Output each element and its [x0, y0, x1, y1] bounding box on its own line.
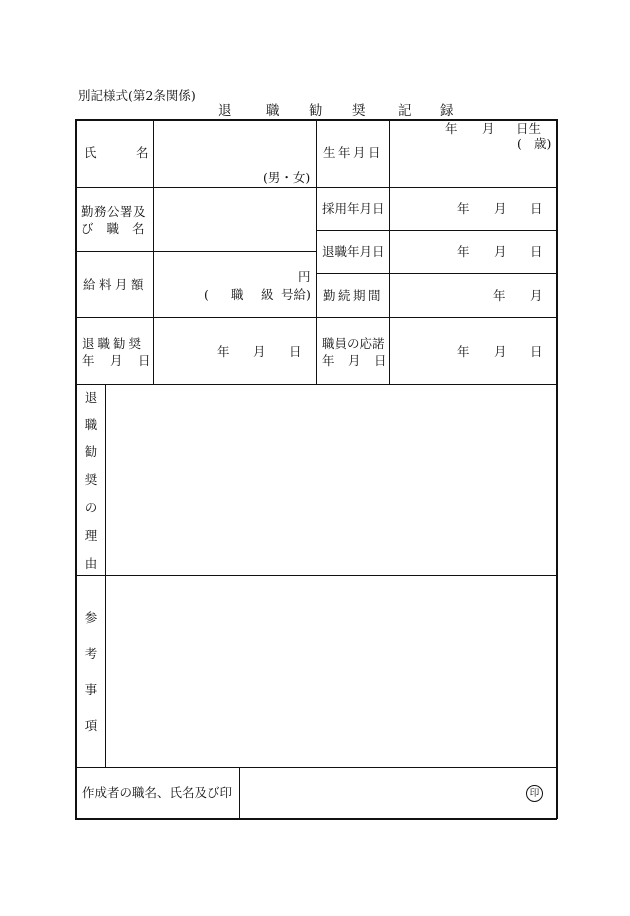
consent-month: 月 — [494, 344, 507, 359]
recommend-month: 月 — [253, 344, 266, 359]
form-label: 別記様式(第2条関係) — [78, 88, 196, 103]
hire-month: 月 — [494, 201, 507, 216]
service-label: 勤続期間 — [323, 288, 384, 303]
notes-label-char: 事 — [84, 682, 98, 697]
consent-year: 年 — [457, 344, 470, 359]
title-char: 退 — [218, 103, 232, 119]
age-open: ( — [517, 136, 522, 151]
notes-field[interactable] — [107, 577, 555, 766]
reason-label-char: 勧 — [84, 444, 98, 459]
office-field[interactable] — [155, 189, 315, 250]
notes-label-char: 考 — [84, 646, 98, 661]
notes-label-char: 参 — [84, 610, 98, 625]
title-char: 記 — [398, 103, 412, 119]
recommend-year: 年 — [217, 344, 230, 359]
reason-label-char: 職 — [84, 417, 98, 432]
preparer-label: 作成者の職名、氏名及び印 — [82, 785, 233, 800]
border-right — [556, 119, 558, 819]
notes-label-char: 項 — [84, 718, 98, 733]
consent-day: 日 — [530, 344, 543, 359]
grade-kyu: 級 — [261, 287, 274, 302]
consent-label-d: 日 — [374, 353, 387, 368]
row-line — [75, 767, 557, 768]
row-line — [75, 575, 557, 576]
title-char: 職 — [266, 103, 280, 119]
col-line — [153, 119, 154, 385]
reason-label-char: 理 — [84, 528, 98, 543]
recommend-day: 日 — [289, 344, 302, 359]
col-line — [105, 384, 106, 768]
row-line — [316, 230, 557, 231]
title-char: 勧 — [309, 103, 323, 119]
hire-year: 年 — [457, 201, 470, 216]
retire-day: 日 — [530, 244, 543, 259]
consent-label-1: 職員の応諾 — [322, 336, 385, 351]
age: 歳) — [534, 136, 552, 151]
border-left — [75, 119, 77, 819]
reason-label-char: の — [84, 500, 98, 515]
reason-label-char: 由 — [84, 556, 98, 571]
row-line — [316, 273, 557, 274]
consent-label-y: 年 — [322, 353, 335, 368]
col-line — [239, 767, 240, 819]
salary-label: 給料月額 — [83, 277, 148, 292]
hire-date-label: 採用年月日 — [322, 201, 385, 216]
col-line — [316, 119, 317, 385]
gender-choice[interactable]: (男・女) — [263, 170, 311, 185]
reason-field[interactable] — [107, 386, 555, 574]
recommend-label-y: 年 — [82, 353, 95, 368]
reason-label-char: 奨 — [84, 472, 98, 487]
recommend-label-d: 日 — [138, 353, 151, 368]
seal-mark-icon: 印 — [526, 785, 543, 802]
grade-open: ( — [204, 287, 209, 302]
consent-label-m: 月 — [348, 353, 361, 368]
recommend-label-1: 退職勧奨 — [82, 336, 145, 351]
row-line — [75, 251, 317, 252]
office-label-1: 勤務公署及 — [81, 204, 147, 219]
grade-gokyu: 号給) — [281, 287, 311, 302]
preparer-field[interactable] — [241, 769, 555, 817]
birth-year: 年 — [445, 121, 458, 136]
retire-year: 年 — [457, 244, 470, 259]
birth-day: 日生 — [516, 121, 542, 136]
birth-month: 月 — [482, 121, 495, 136]
service-year: 年 — [493, 288, 506, 303]
reason-label-char: 退 — [84, 390, 98, 405]
service-month: 月 — [530, 288, 543, 303]
border-bottom — [75, 818, 557, 820]
recommend-label-m: 月 — [110, 353, 123, 368]
title-char: 録 — [440, 103, 454, 119]
name-label-b: 名 — [136, 145, 149, 160]
col-line — [389, 119, 390, 385]
retire-date-label: 退職年月日 — [322, 244, 385, 259]
grade-shoku: 職 — [231, 287, 244, 302]
hire-day: 日 — [530, 201, 543, 216]
birth-label: 生年月日 — [323, 145, 384, 160]
title-char: 奨 — [352, 103, 366, 119]
office-label-2: び 職 名 — [81, 221, 149, 236]
name-label-a: 氏 — [84, 145, 97, 160]
retire-month: 月 — [494, 244, 507, 259]
salary-yen: 円 — [298, 269, 311, 284]
